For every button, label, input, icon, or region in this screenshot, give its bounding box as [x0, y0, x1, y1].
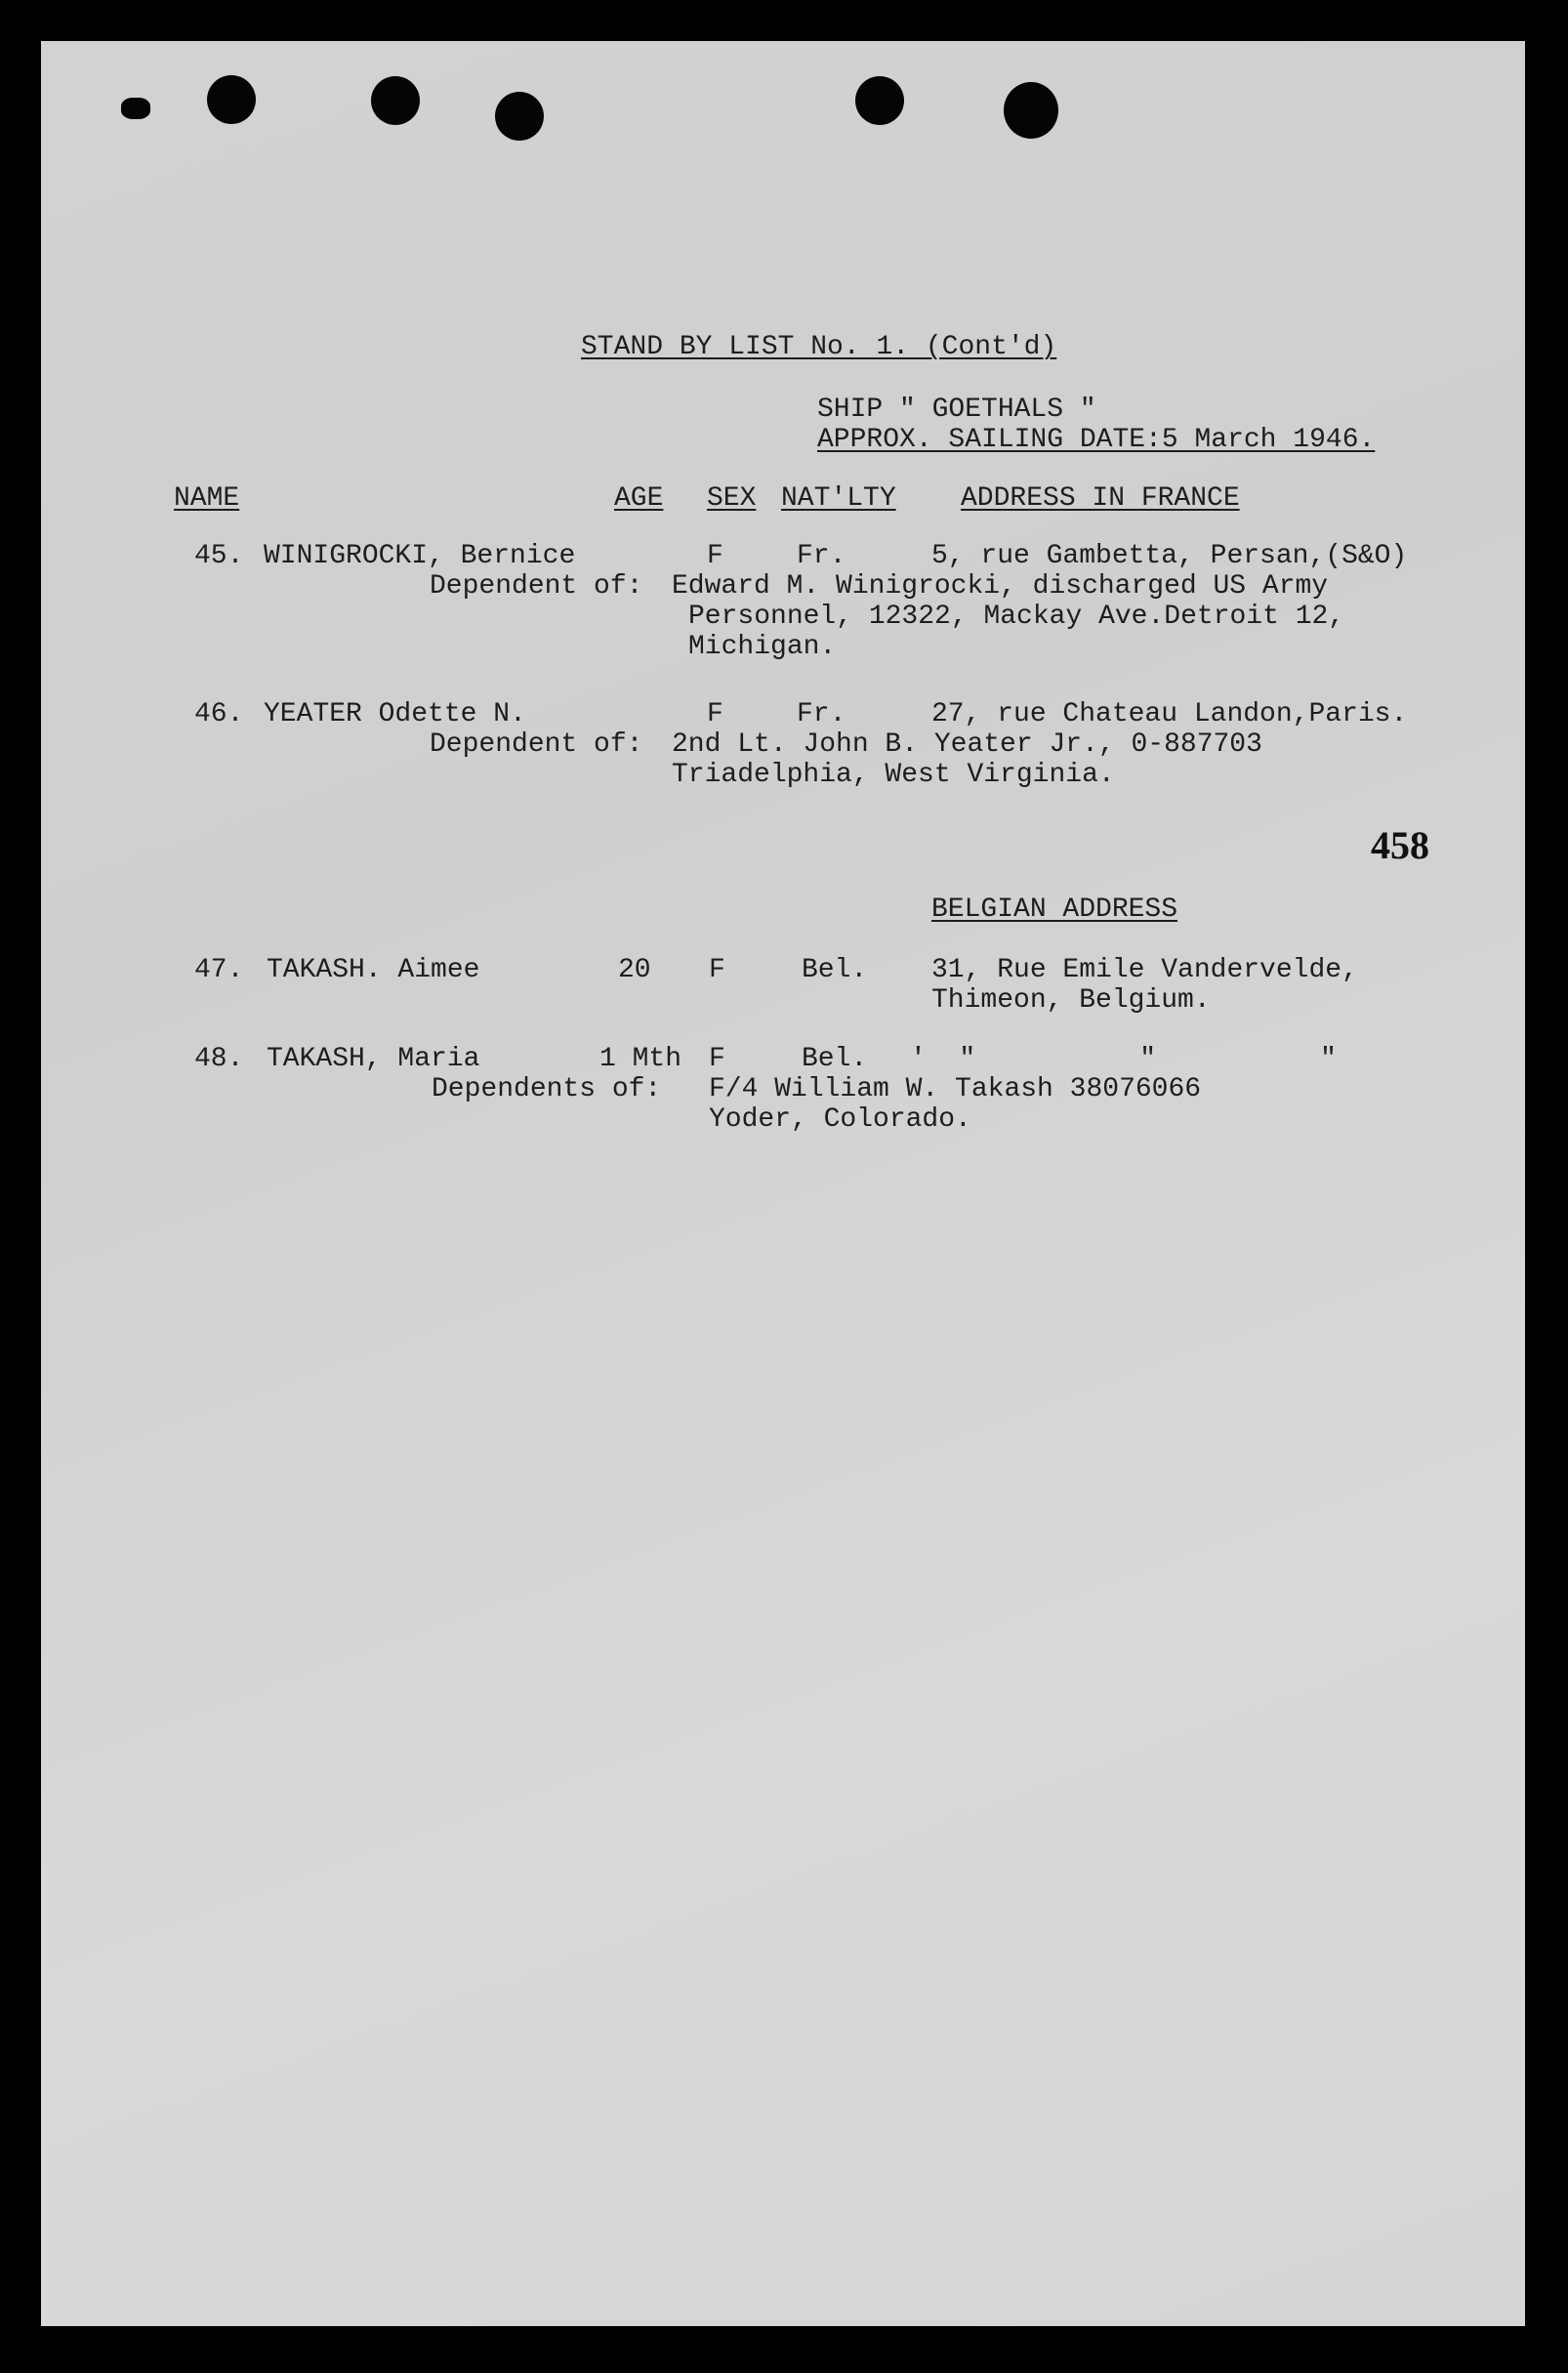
entry-age: 20 [618, 955, 651, 985]
punch-hole [1004, 82, 1058, 139]
entry-sex: F [707, 541, 723, 571]
column-header-address: ADDRESS IN FRANCE [961, 483, 1240, 514]
punch-hole [121, 98, 150, 119]
dependent-detail: F/4 William W. Takash 38076066 [709, 1074, 1202, 1104]
entry-name: YEATER Odette N. [264, 699, 526, 729]
sailing-date: APPROX. SAILING DATE:5 March 1946. [817, 425, 1376, 455]
entry-nationality: Bel. [802, 1044, 868, 1074]
entry-address: 31, Rue Emile Vandervelde, [931, 955, 1358, 985]
dependent-detail: Michigan. [688, 632, 837, 662]
entry-address: 5, rue Gambetta, Persan,(S&O) [931, 541, 1408, 571]
entry-address: 27, rue Chateau Landon,Paris. [931, 699, 1408, 729]
entry-nationality: Bel. [802, 955, 868, 985]
dependent-label: Dependent of: [430, 571, 643, 602]
punch-hole [371, 76, 420, 125]
dependent-label: Dependents of: [432, 1074, 662, 1104]
dependent-detail: Personnel, 12322, Mackay Ave.Detroit 12, [688, 602, 1345, 632]
dependent-label: Dependent of: [430, 729, 643, 760]
column-header-sex: SEX [707, 483, 757, 514]
entry-age: 1 Mth [599, 1044, 682, 1074]
dependent-detail: Edward M. Winigrocki, discharged US Army [672, 571, 1329, 602]
dependent-detail: 2nd Lt. John B. Yeater Jr., 0-887703 [672, 729, 1262, 760]
punch-hole [855, 76, 904, 125]
column-header-name: NAME [174, 483, 240, 514]
page-number: 458 [1371, 823, 1429, 867]
entry-sex: F [709, 955, 725, 985]
ship-name: SHIP " GOETHALS " [817, 395, 1096, 425]
entry-nationality: Fr. [797, 699, 846, 729]
list-title: STAND BY LIST No. 1. (Cont'd) [581, 332, 1057, 362]
document-page [41, 41, 1525, 2326]
dependent-detail: Yoder, Colorado. [709, 1104, 971, 1135]
entry-number: 46. [194, 699, 244, 729]
entry-name: TAKASH, Maria [267, 1044, 480, 1074]
entry-name: TAKASH. Aimee [267, 955, 480, 985]
entry-address: Thimeon, Belgium. [931, 985, 1211, 1016]
entry-number: 47. [194, 955, 244, 985]
dependent-detail: Triadelphia, West Virginia. [672, 760, 1115, 790]
ditto-marks: ' " " " [910, 1044, 1337, 1074]
column-header-age: AGE [614, 483, 664, 514]
belgian-address-header: BELGIAN ADDRESS [931, 895, 1178, 925]
punch-hole [495, 92, 544, 141]
entry-number: 48. [194, 1044, 244, 1074]
column-header-nationality: NAT'LTY [781, 483, 896, 514]
punch-hole [207, 75, 256, 124]
entry-name: WINIGROCKI, Bernice [264, 541, 576, 571]
entry-sex: F [707, 699, 723, 729]
entry-nationality: Fr. [797, 541, 846, 571]
entry-number: 45. [194, 541, 244, 571]
entry-sex: F [709, 1044, 725, 1074]
